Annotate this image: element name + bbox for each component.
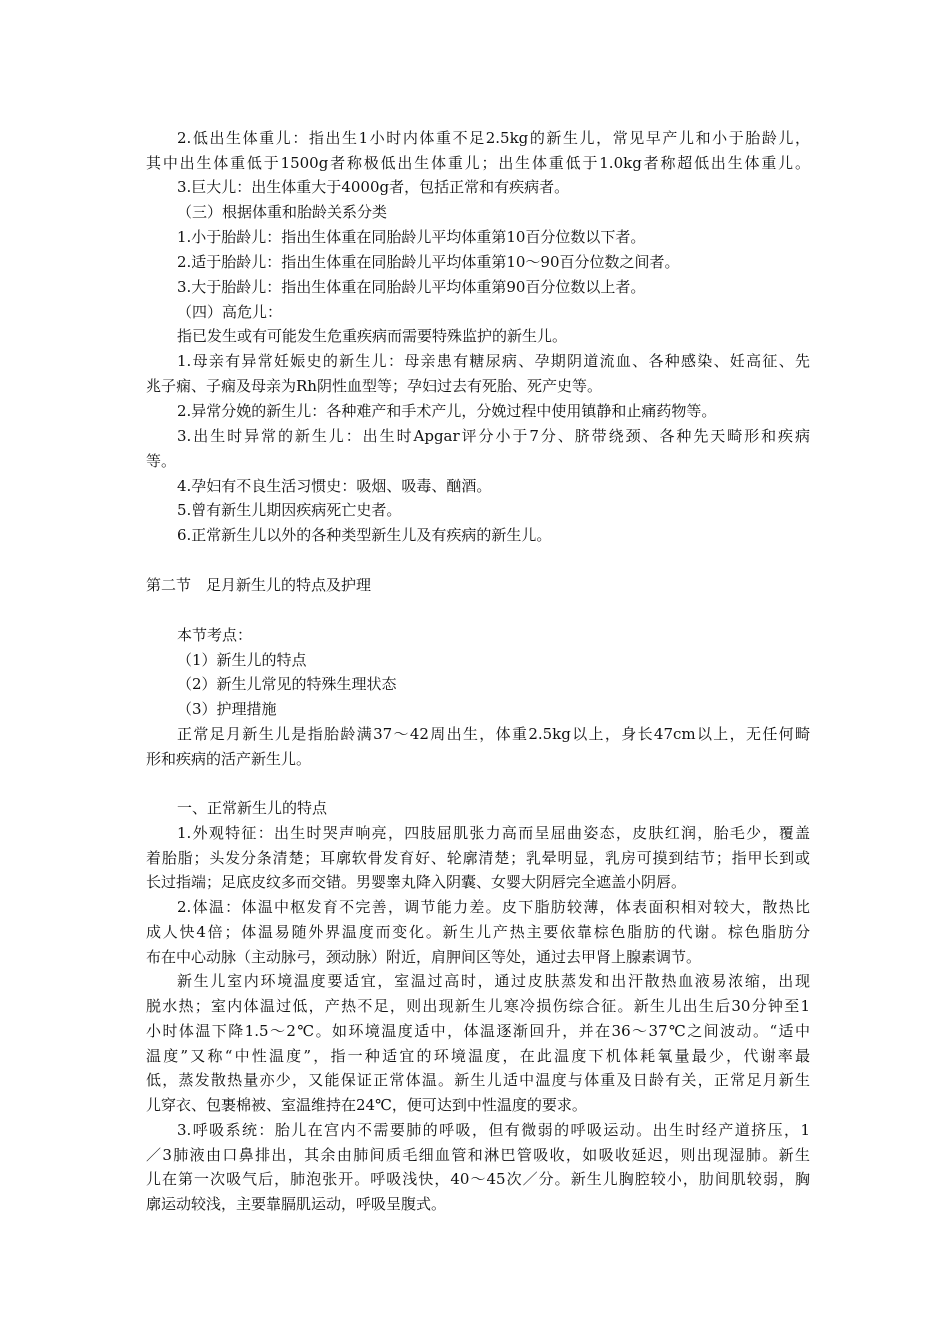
text-line: 低，蒸发散热量亦少，又能保证正常体温。新生儿适中温度与体重及日龄有关，正常足月新生	[146, 1071, 810, 1089]
text-line: 2.低出生体重儿：指出生1小时内体重不足2.5kg的新生儿，常见早产儿和小于胎龄儿，	[177, 129, 810, 147]
text-line: 儿在第一次吸气后，肺泡张开。呼吸浅快，40～45次／分。新生儿胸腔较小，肋间肌较弱，胸	[146, 1170, 810, 1188]
key-points-label: 本节考点：	[177, 626, 253, 644]
chapter-heading: 第二节 足月新生儿的特点及护理	[146, 576, 372, 594]
key-point-item: （1）新生儿的特点	[177, 651, 307, 669]
text-line: 儿穿衣、包裹棉被、室温维持在24℃，便可达到中性温度的要求。	[146, 1096, 587, 1114]
text-line: 等。	[146, 452, 177, 470]
text-line: 兆子痫、子痫及母亲为Rh阴性血型等；孕妇过去有死胎、死产史等。	[146, 377, 602, 395]
text-line: 成人快4倍；体温易随外界温度而变化。新生儿产热主要依靠棕色脂肪的代谢。棕色脂肪分	[146, 923, 810, 941]
text-line: 6.正常新生儿以外的各种类型新生儿及有疾病的新生儿。	[177, 526, 552, 544]
key-point-item: （2）新生儿常见的特殊生理状态	[177, 675, 397, 693]
text-line: 指已发生或有可能发生危重疾病而需要特殊监护的新生儿。	[177, 327, 568, 345]
text-line: 长过指端；足底皮纹多而交错。男婴睾丸降入阴囊、女婴大阴唇完全遮盖小阴唇。	[146, 873, 687, 891]
text-line: 3.出生时异常的新生儿：出生时Apgar评分小于7分、脐带绕颈、各种先天畸形和疾病	[177, 427, 810, 445]
text-line: 形和疾病的活产新生儿。	[146, 750, 312, 768]
text-line: 布在中心动脉（主动脉弓，颈动脉）附近，肩胛间区等处，通过去甲肾上腺素调节。	[146, 948, 702, 966]
text-line: 3.大于胎龄儿：指出生体重在同胎龄儿平均体重第90百分位数以上者。	[177, 278, 646, 296]
text-line: 1.小于胎龄儿：指出生体重在同胎龄儿平均体重第10百分位数以下者。	[177, 228, 646, 246]
text-line: 其中出生体重低于1500g者称极低出生体重儿；出生体重低于1.0kg者称超低出生体重儿。	[146, 154, 810, 172]
key-point-item: （3）护理措施	[177, 700, 277, 718]
text-line: 新生儿室内环境温度要适宜，室温过高时，通过皮肤蒸发和出汗散热血液易浓缩，出现	[177, 972, 810, 990]
text-line: 1.外观特征：出生时哭声响亮，四肢屈肌张力高而呈屈曲姿态，皮肤红润，胎毛少，覆盖	[177, 824, 810, 842]
text-line: 温度”又称“中性温度”，指一种适宜的环境温度，在此温度下机体耗氧量最少，代谢率最	[146, 1047, 810, 1065]
section-heading: （四）高危儿：	[177, 303, 283, 321]
text-line: 小时体温下降1.5～2℃。如环境温度适中，体温逐渐回升，并在36～37℃之间波动。“适中	[146, 1022, 810, 1040]
text-line: 2.异常分娩的新生儿：各种难产和手术产儿，分娩过程中使用镇静和止痛药物等。	[177, 402, 717, 420]
section-heading: （三）根据体重和胎龄关系分类	[177, 203, 388, 221]
text-line: 3.巨大儿：出生体重大于4000g者，包括正常和有疾病者。	[177, 178, 570, 196]
text-line: 1.母亲有异常妊娠史的新生儿：母亲患有糖尿病、孕期阴道流血、各种感染、妊高征、先	[177, 352, 810, 370]
text-line: 2.适于胎龄儿：指出生体重在同胎龄儿平均体重第10～90百分位数之间者。	[177, 253, 680, 271]
text-line: ／3肺液由口鼻排出，其余由肺间质毛细血管和淋巴管吸收，如吸收延迟，则出现湿肺。新生	[146, 1146, 810, 1164]
section-heading: 一、正常新生儿的特点	[177, 799, 328, 817]
text-line: 3.呼吸系统：胎儿在宫内不需要肺的呼吸，但有微弱的呼吸运动。出生时经产道挤压，1	[177, 1121, 810, 1139]
text-line: 5.曾有新生儿期因疾病死亡史者。	[177, 501, 402, 519]
text-line: 廓运动较浅，主要靠膈肌运动，呼吸呈腹式。	[146, 1195, 447, 1213]
text-line: 2.体温：体温中枢发育不完善，调节能力差。皮下脂肪较薄，体表面积相对较大，散热比	[177, 898, 810, 916]
text-line: 4.孕妇有不良生活习惯史：吸烟、吸毒、酗酒。	[177, 477, 492, 495]
text-line: 着胎脂；头发分条清楚；耳廓软骨发育好、轮廓清楚；乳晕明显，乳房可摸到结节；指甲长到或	[146, 849, 810, 867]
text-line: 脱水热；室内体温过低，产热不足，则出现新生儿寒冷损伤综合征。新生儿出生后30分钟至1	[146, 997, 810, 1015]
text-line: 正常足月新生儿是指胎龄满37～42周出生，体重2.5kg以上，身长47cm以上，无任何畸	[177, 725, 810, 743]
